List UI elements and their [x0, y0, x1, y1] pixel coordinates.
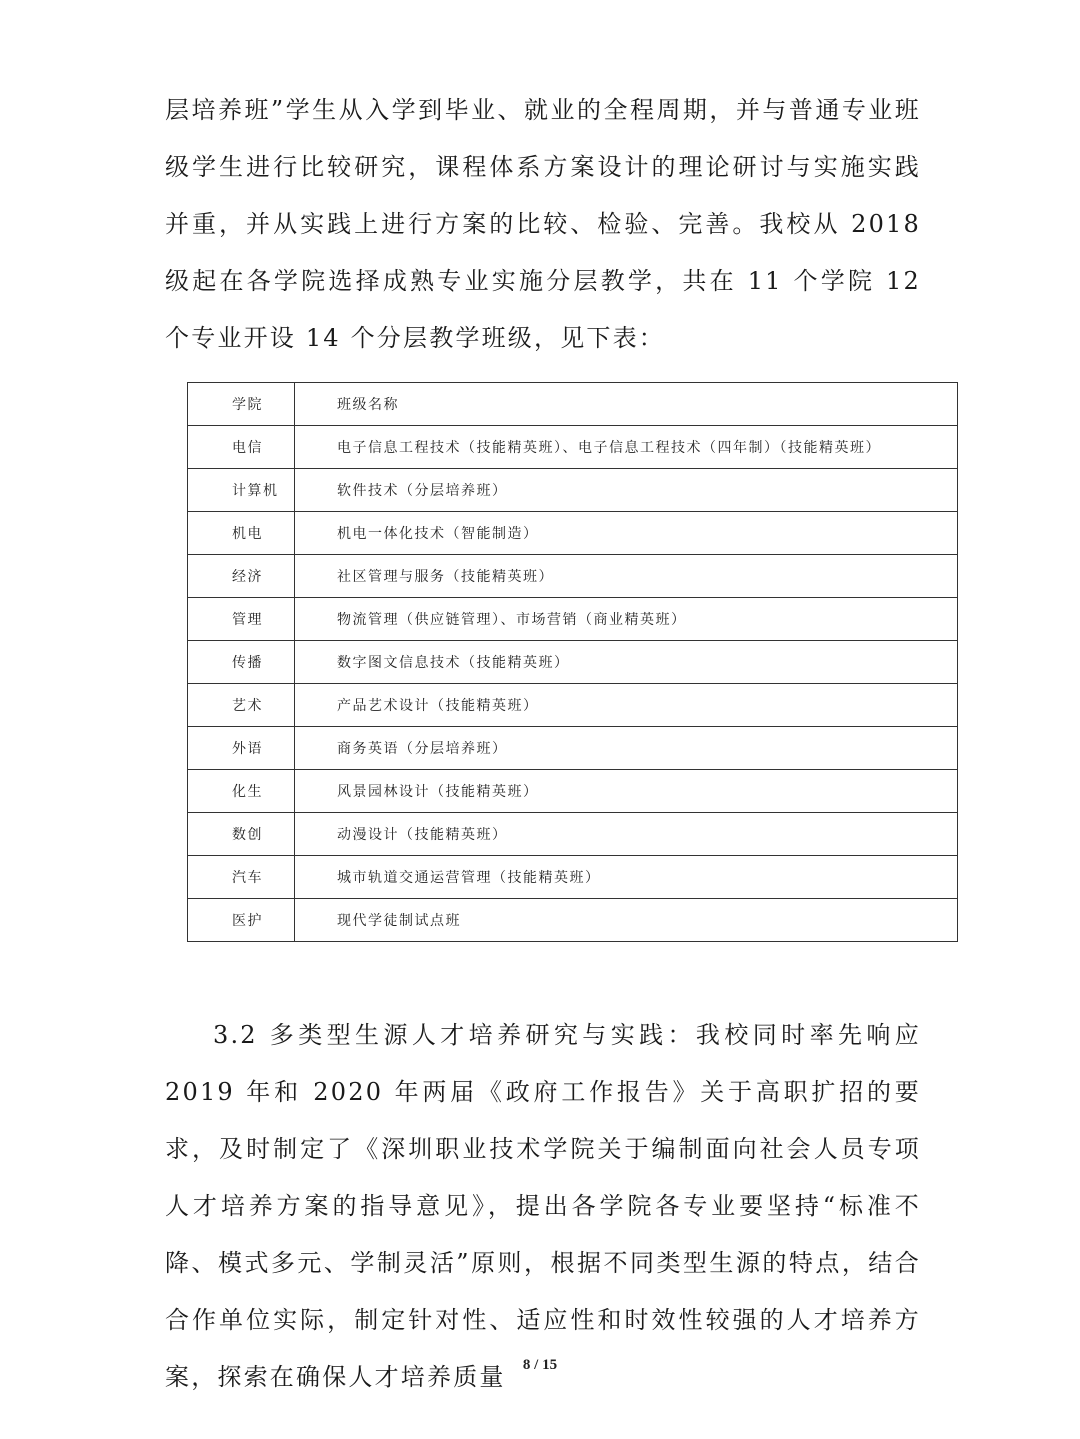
header-college: 学院: [188, 383, 295, 426]
class-name-cell: 物流管理（供应链管理）、市场营销（商业精英班）: [295, 598, 958, 641]
table-row: [188, 641, 958, 684]
college-cell: 数创: [188, 813, 295, 856]
college-cell: 机电: [188, 512, 295, 555]
class-name-cell: 社区管理与服务（技能精英班）: [295, 555, 958, 598]
college-cell: 传播: [188, 641, 295, 684]
table-header-row: [188, 383, 958, 426]
table-row: [188, 856, 958, 899]
class-name-cell: 动漫设计（技能精英班）: [295, 813, 958, 856]
class-name-cell: 机电一体化技术（智能制造）: [295, 512, 958, 555]
table-row: [188, 813, 958, 856]
college-cell: 外语: [188, 727, 295, 770]
college-cell: 汽车: [188, 856, 295, 899]
paragraph-intro: 层培养班”学生从入学到毕业、就业的全程周期，并与普通专业班级学生进行比较研究，课程体系方案设计的理论研讨与实施实践并重，并从实践上进行方案的比较、检验、完善。我校从 2018 级起在各学院选择成熟专业实施分层教学，共在 11 个学院 12 个专业开设 14 个分层教学班级，见下表：: [165, 96, 921, 352]
table-row: [188, 684, 958, 727]
class-name-cell: 现代学徒制试点班: [295, 899, 958, 942]
table-row: [188, 770, 958, 813]
layered-classes-table: [187, 382, 958, 942]
class-name-cell: 城市轨道交通运营管理（技能精英班）: [295, 856, 958, 899]
class-name-cell: 风景园林设计（技能精英班）: [295, 770, 958, 813]
table-row: [188, 469, 958, 512]
class-name-cell: 产品艺术设计（技能精英班）: [295, 684, 958, 727]
college-cell: 艺术: [188, 684, 295, 727]
page-number: 8 / 15: [522, 1357, 558, 1373]
class-name-cell: 电子信息工程技术（技能精英班）、电子信息工程技术（四年制）（技能精英班）: [295, 426, 958, 469]
paragraph-section-3-2: 3.2 多类型生源人才培养研究与实践：我校同时率先响应 2019 年和 2020 年两届《政府工作报告》关于高职扩招的要求，及时制定了《深圳职业技术学院关于编制面向社会人员专项人才培养方案的指导意见》，提出各学院各专业要坚持“标准不降、模式多元、学制灵活”原则，根据不同类型生源的特点，结合合作单位实际，制定针对性、适应性和时效性较强的人才培养方案，探索在确保人才培养质量: [165, 1021, 921, 1391]
college-cell: 经济: [188, 555, 295, 598]
college-cell: 化生: [188, 770, 295, 813]
class-name-cell: 商务英语（分层培养班）: [295, 727, 958, 770]
college-cell: 计算机: [188, 469, 295, 512]
table-row: [188, 426, 958, 469]
college-cell: 医护: [188, 899, 295, 942]
table-row: [188, 512, 958, 555]
table-row: [188, 899, 958, 942]
table-row: [188, 727, 958, 770]
header-class-name: 班级名称: [295, 383, 958, 426]
class-name-cell: 软件技术（分层培养班）: [295, 469, 958, 512]
table-row: [188, 598, 958, 641]
college-cell: 电信: [188, 426, 295, 469]
table-row: [188, 555, 958, 598]
college-cell: 管理: [188, 598, 295, 641]
class-name-cell: 数字图文信息技术（技能精英班）: [295, 641, 958, 684]
